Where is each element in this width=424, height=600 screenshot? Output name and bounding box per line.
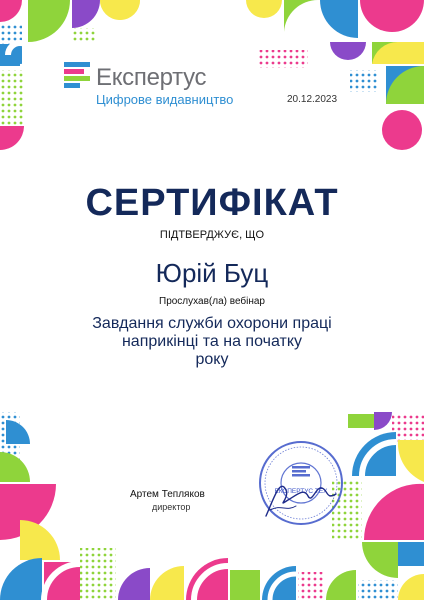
issue-date: 20.12.2023 <box>287 94 338 105</box>
recipient-name: Юрій Буц <box>155 258 269 288</box>
brand-name: Експертус <box>96 64 207 91</box>
confirms-text: ПІДТВЕРДЖУЄ, ЩО <box>159 229 265 241</box>
topic-line: року <box>195 351 229 368</box>
topic-line: Завдання служби охорони праці <box>92 315 332 332</box>
signatory-position: директор <box>152 502 191 512</box>
bottom-ornament <box>0 412 424 600</box>
stamp-text: ЕКСПЕРТУС ТЕХ <box>274 488 328 495</box>
signatory-name: Артем Тепляков <box>130 489 205 500</box>
expertus-logo-icon <box>64 62 92 88</box>
webinar-topic <box>60 315 364 369</box>
certificate-title: СЕРТИФІКАТ <box>85 182 339 224</box>
brand-subtitle: Цифрове видавництво <box>96 92 234 107</box>
topic-line: наприкінці та на початку <box>121 333 303 350</box>
official-stamp <box>256 438 346 528</box>
action-text: Прослухав(ла) вебінар <box>159 296 265 307</box>
